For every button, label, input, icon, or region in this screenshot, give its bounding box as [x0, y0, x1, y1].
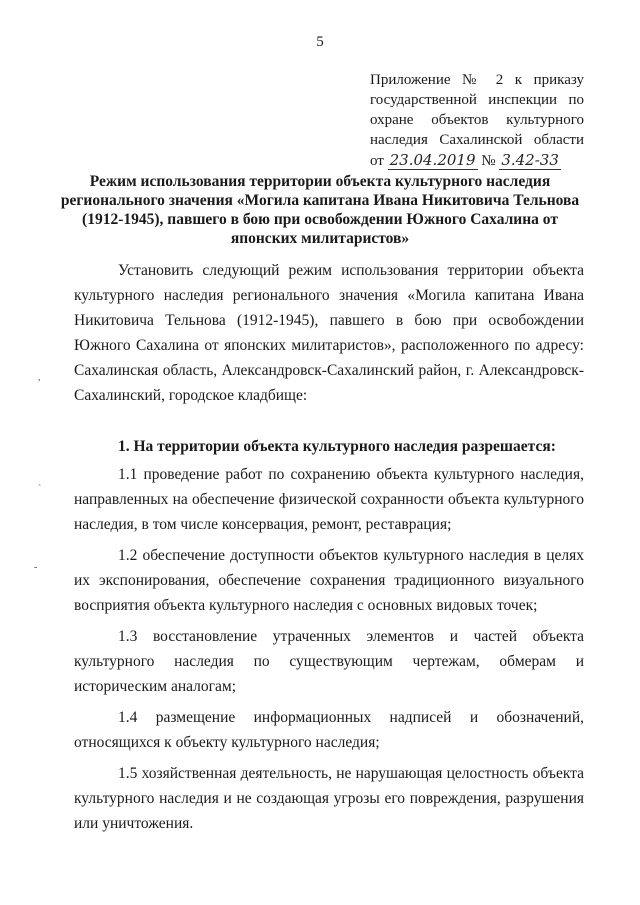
intro-paragraph: Установить следующий режим использования территории объекта культурного наследия регионального значения «Могила капитана Ивана Никитовича Тельнова (1912-1945), павшего в бою при освобождении Южного Сахалина от японских милитаристов», расположенного по адресу: Сахалинская область, Александровск-Сахалинский район, г. Александровск-Сахалинский, городское кладбище: — [74, 262, 584, 404]
appendix-line-5 — [370, 150, 584, 171]
appendix-block — [370, 70, 584, 171]
from-label: от — [370, 153, 384, 169]
document-title: Режим использования территории объекта культурного наследия регионального значения «Могила капитана Ивана Никитовича Тельнова (1912-1945), павшего в бою при освобождении Южного Сахалина от японских милитаристов» — [60, 173, 580, 247]
list-item: 1.5 хозяйственная деятельность, не нарушающая целостность объекта культурного наследия и не создающая угрозы его повреждения, разрушения или уничтожения. — [74, 765, 584, 832]
number-label: № — [481, 153, 496, 169]
handwritten-date: 23.04.2019 — [389, 151, 476, 169]
section-1-heading: 1. На территории объекта культурного наследия разрешается: — [118, 438, 556, 455]
intro-section — [74, 258, 584, 408]
list-item: 1.4 размещение информационных надписей и обозначений, относящихся к объекту культурного наследия; — [74, 709, 584, 751]
scan-mark: ` — [38, 484, 42, 495]
page-number: 5 — [316, 34, 324, 50]
list-item: 1.2 обеспечение доступности объектов культурного наследия в целях их экспонирования, обеспечение сохранения традиционного визуального восприятия объекта культурного наследия с основных видовых точек; — [74, 547, 584, 614]
appendix-line-3: охране объектов культурного — [370, 112, 584, 128]
list-item: 1.1 проведение работ по сохранению объекта культурного наследия, направленных на обеспечение физической сохранности объекта культурного наследия, в том числе консервация, ремонт, реставрация; — [74, 466, 584, 533]
handwritten-number: 3.42-33 — [501, 151, 559, 169]
appendix-line-1: Приложение № 2 к приказу — [370, 72, 584, 88]
section-1-items — [74, 462, 584, 842]
scan-mark: - — [34, 562, 38, 573]
appendix-line-4: наследия Сахалинской области — [370, 132, 584, 148]
list-item: 1.3 восстановление утраченных элементов и частей объекта культурного наследия по существующим чертежам, обмерам и историческим аналогам; — [74, 628, 584, 695]
appendix-line-2: государственной инспекции по — [370, 92, 584, 108]
scan-mark: , — [38, 372, 41, 383]
